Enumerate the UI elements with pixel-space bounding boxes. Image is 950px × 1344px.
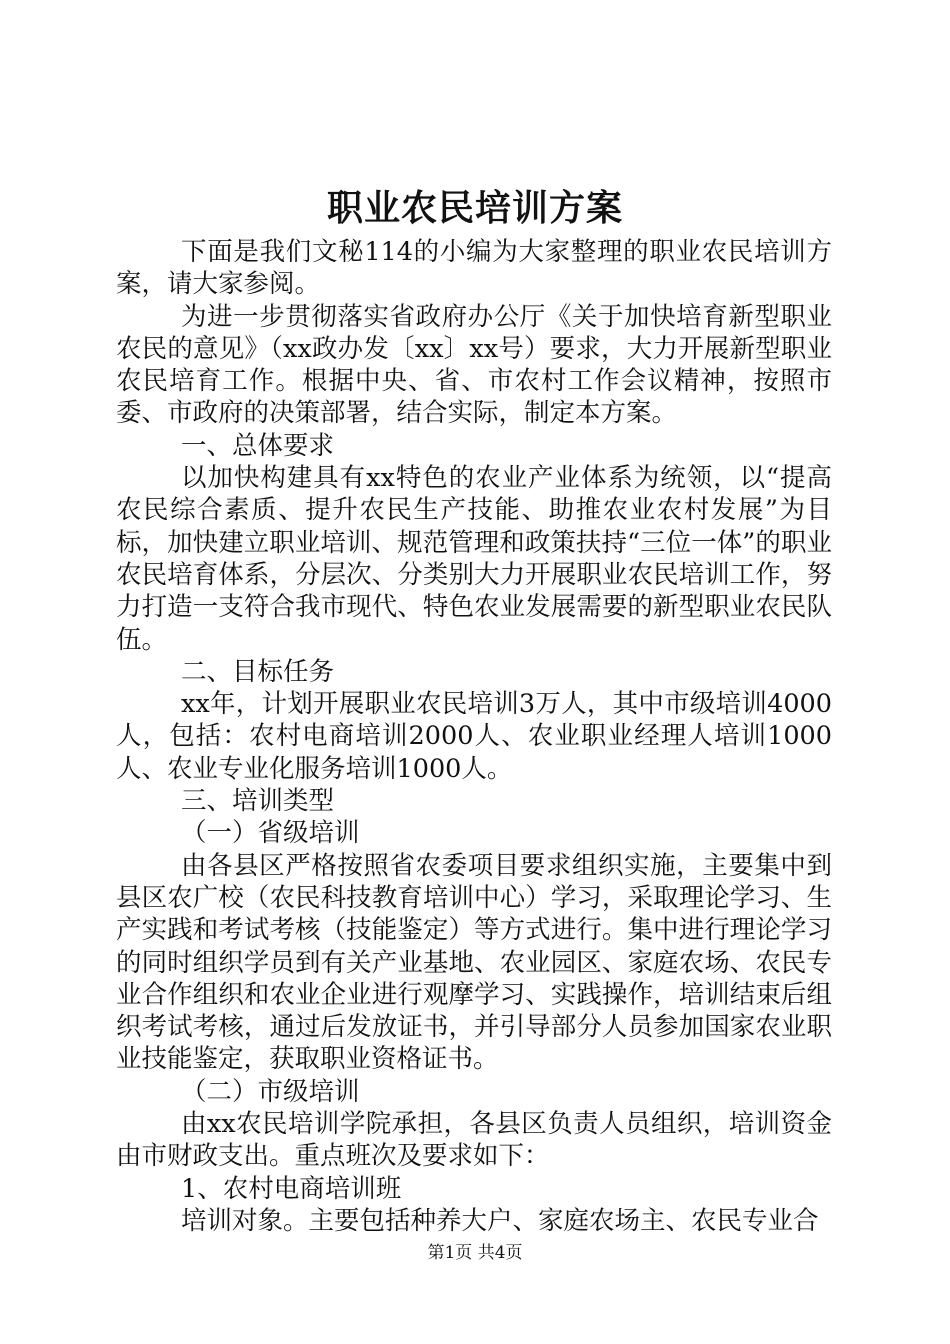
paragraph-intro: 下面是我们文秘114的小编为大家整理的职业农民培训方案，请大家参阅。 xyxy=(116,237,832,300)
subheading-ecommerce-class: 1、农村电商培训班 xyxy=(181,1173,402,1204)
page-footer: 第1页 共4页 xyxy=(427,1243,523,1263)
heading-targets: 二、目标任务 xyxy=(181,656,335,687)
heading-general-requirements: 一、总体要求 xyxy=(181,430,335,461)
paragraph-general-requirements: 以加快构建具有xx特色的农业产业体系为统领，以“提高农民综合素质、提升农民生产技能、助推农业农村发展”为目标，加快建立职业培训、规范管理和政策扶持“三位一体”的职业农民培育体系，分层次、分类别大力开展职业农民培训工作，努力打造一支符合我市现代、特色农业发展需要的新型职业农民队伍。 xyxy=(116,463,832,655)
paragraph-municipal-training: 由xx农民培训学院承担，各县区负责人员组织，培训资金由市财政支出。重点班次及要求如下： xyxy=(116,1109,832,1172)
heading-training-types: 三、培训类型 xyxy=(181,786,335,817)
paragraph-provincial-training: 由各县区严格按照省农委项目要求组织实施，主要集中到县区农广校（农民科技教育培训中心）学习，采取理论学习、生产实践和考试考核（技能鉴定）等方式进行。集中进行理论学习的同时组织学员到有关产业基地、农业园区、家庭农场、农民专业合作组织和农业企业进行观摩学习、实践操作，培训结束后组织考试考核，通过后发放证书，并引导部分人员参加国家农业职业技能鉴定，获取职业资格证书。 xyxy=(116,850,832,1075)
document-body xyxy=(116,236,832,1237)
document-title: 职业农民培训方案 xyxy=(326,187,623,229)
paragraph-purpose: 为进一步贯彻落实省政府办公厅《关于加快培育新型职业农民的意见》（xx政办发〔xx〕xx号）要求，大力开展新型职业农民培育工作。根据中央、省、市农村工作会议精神，按照市委、市政府的决策部署，结合实际，制定本方案。 xyxy=(116,301,832,429)
paragraph-targets: xx年，计划开展职业农民培训3万人，其中市级培训4000人，包括：农村电商培训2000人、农业职业经理人培训1000人、农业专业化服务培训1000人。 xyxy=(116,689,832,784)
subheading-provincial-training: （一）省级培训 xyxy=(181,818,360,849)
subheading-municipal-training: （二）市级培训 xyxy=(181,1076,360,1107)
paragraph-training-targets: 培训对象。主要包括种养大户、家庭农场主、农民专业合 xyxy=(181,1205,819,1236)
